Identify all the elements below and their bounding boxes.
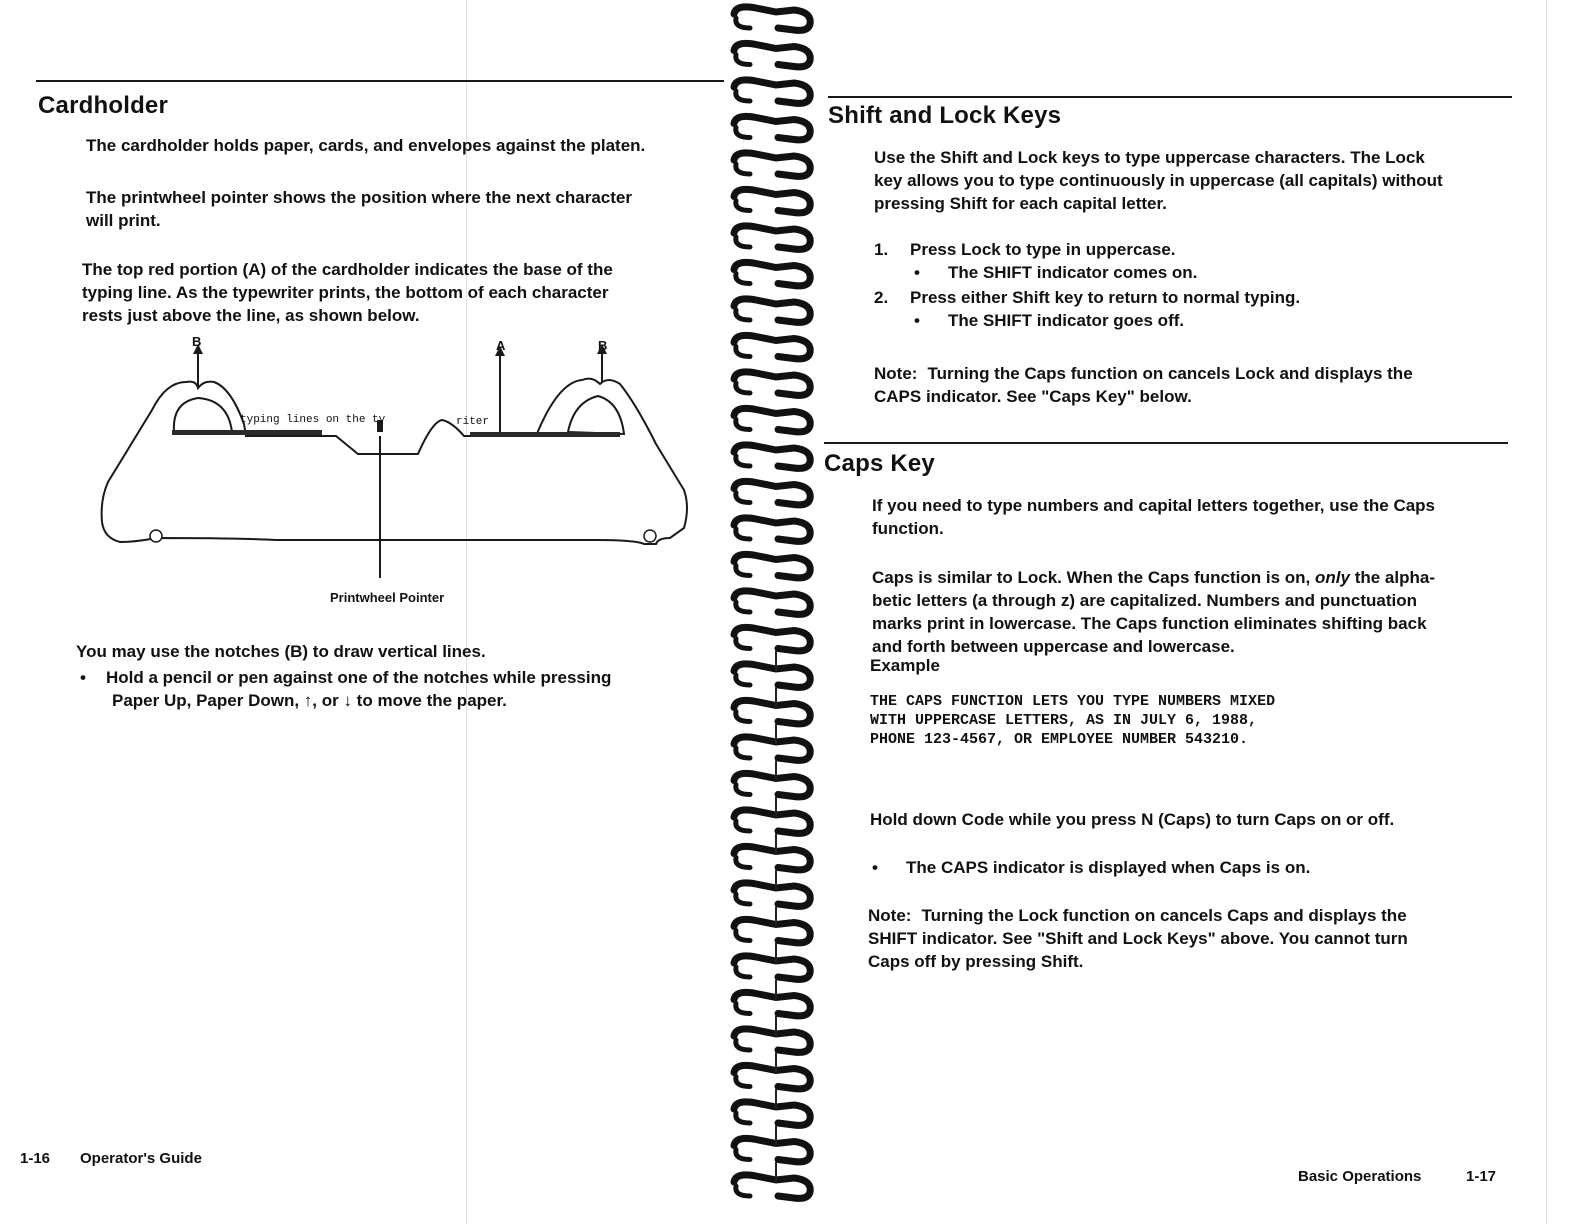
- caps-p1-line-1: If you need to type numbers and capital letters together, use the Caps: [872, 496, 1436, 515]
- right-footer-page-number: 1-17: [1466, 1168, 1497, 1185]
- binding-ring: [734, 226, 810, 250]
- binding-ring: [734, 797, 810, 833]
- bullet-dot: •: [872, 858, 878, 877]
- binding-ring: [734, 870, 810, 906]
- step-text: to type in uppercase.: [1000, 240, 1176, 259]
- bullet-rest: , ↑, or ↓ to move the paper.: [294, 691, 507, 710]
- p3-line-3: rests just above the line, as shown below.: [82, 306, 420, 325]
- caps-key-ref: N (Caps): [1141, 810, 1211, 829]
- bullet-dot: •: [914, 263, 920, 282]
- intro-text: and: [977, 148, 1018, 167]
- figure-label-b-left: B: [192, 334, 202, 349]
- binding-ring: [734, 591, 810, 615]
- caps-p2-text: Caps is similar to Lock. When the Caps function is on,: [872, 568, 1316, 587]
- shift-step-1: [874, 238, 1197, 284]
- binding-ring: [734, 153, 810, 177]
- binding-ring: [734, 116, 810, 140]
- bullet-line-1: Hold a pencil or pen against one of the notches while pressing: [106, 668, 612, 687]
- step-text: key to return to normal typing.: [1049, 288, 1301, 307]
- intro-text: for each capital letter.: [987, 194, 1167, 213]
- shift-heading-rule: [828, 96, 1512, 98]
- p3-line-1: The top red portion (A) of the cardholder indicates the base of the: [82, 260, 613, 279]
- left-footer-title: Operator's Guide: [80, 1150, 202, 1167]
- binding-ring: [734, 907, 810, 943]
- notches-bullet: [80, 666, 611, 712]
- shift-note: [874, 362, 1413, 408]
- step-number: 1.: [874, 240, 889, 259]
- shift-intro: [874, 146, 1443, 215]
- binding-ring: [734, 724, 810, 760]
- binding-ring: [734, 1089, 810, 1125]
- paper-down-key: Paper Down: [196, 691, 295, 710]
- lock-key-ref: Lock: [961, 240, 1001, 259]
- intro-text: pressing: [874, 194, 950, 213]
- cardholder-figure: [96, 332, 696, 612]
- p2-line-1: The printwheel pointer shows the position where the next character: [86, 188, 632, 207]
- binding-ring: [734, 688, 810, 724]
- note-label: Note:: [868, 906, 912, 925]
- caps-bullet-text: The CAPS indicator is displayed when Caps is on.: [906, 858, 1311, 877]
- shift-key-ref: Shift: [949, 194, 988, 213]
- intro-line-2: key allows you to type continuously in uppercase (all capitals) without: [874, 171, 1443, 190]
- binding-ring: [734, 1162, 810, 1198]
- caps-paragraph-2: [872, 566, 1435, 658]
- figure-typed-text-1: typing lines on the ty: [240, 414, 386, 426]
- note-line-3-end: .: [1078, 952, 1084, 971]
- binding-ring: [734, 189, 810, 213]
- only-emphasis: only: [1315, 568, 1350, 587]
- shift-key-ref: Shift: [1040, 952, 1079, 971]
- caps-p2-text: the alpha-: [1349, 568, 1435, 587]
- figure-label-a: A: [496, 338, 506, 353]
- binding-ring: [734, 481, 810, 505]
- cardholder-heading: Cardholder: [38, 92, 169, 119]
- right-footer-title: Basic Operations: [1298, 1168, 1422, 1185]
- step-text: Press either: [910, 288, 1013, 307]
- note-label: Note:: [874, 364, 918, 383]
- hold-text: while you press: [1004, 810, 1142, 829]
- binding-ring: [734, 335, 810, 359]
- step-sub: The SHIFT indicator goes off.: [948, 311, 1185, 330]
- p3-line-2: typing line. As the typewriter prints, the bottom of each character: [82, 283, 609, 302]
- binding-ring: [734, 80, 810, 104]
- lock-key-ref: Lock: [1385, 148, 1425, 167]
- intro-text: keys to type uppercase characters. The: [1057, 148, 1386, 167]
- caps-p2-line-3: marks print in lowercase. The Caps function eliminates shifting back: [872, 614, 1427, 633]
- scan-line-right: [1546, 0, 1547, 1224]
- p2-line-2: will print.: [86, 211, 161, 230]
- binding-ring: [734, 943, 810, 979]
- binding-ring: [734, 7, 810, 31]
- binding-ring: [734, 445, 810, 469]
- caps-p1-line-2: function.: [872, 519, 944, 538]
- note-line-1: Turning the Lock function on cancels Caps and displays the: [921, 906, 1407, 925]
- bullet-dot: •: [914, 311, 920, 330]
- step-text: Press: [910, 240, 962, 259]
- example-line-2: WITH UPPERCASE LETTERS, AS IN JULY 6, 1988,: [870, 712, 1258, 729]
- binding-ring: [734, 834, 810, 870]
- shift-step-2: [874, 286, 1300, 332]
- code-key-ref: Code: [961, 810, 1005, 829]
- binding-ring: [734, 372, 810, 396]
- notches-paragraph: You may use the notches (B) to draw vertical lines.: [76, 642, 486, 661]
- example-line-1: THE CAPS FUNCTION LETS YOU TYPE NUMBERS MIXED: [870, 693, 1276, 710]
- figure-label-b-right: B: [598, 338, 608, 353]
- caps-note: [868, 904, 1408, 973]
- figure-typed-text-2: riter: [456, 416, 490, 428]
- note-line-2: CAPS indicator. See "Caps Key" below.: [874, 387, 1192, 406]
- binding-ring: [734, 1016, 810, 1052]
- binding-ring: [734, 554, 810, 578]
- binding-ring: [734, 761, 810, 797]
- caps-hold-instruction: [870, 808, 1394, 831]
- cardholder-paragraph-1: The cardholder holds paper, cards, and envelopes against the platen.: [86, 136, 646, 155]
- lock-key-ref: Lock: [1017, 148, 1058, 167]
- note-line-2: SHIFT indicator. See "Shift and Lock Keys" above. You cannot turn: [868, 929, 1408, 948]
- step-number: 2.: [874, 288, 889, 307]
- binding-ring: [734, 1053, 810, 1089]
- note-line-1: Turning the Caps function on cancels Lock and displays the: [927, 364, 1413, 383]
- cardholder-diagram: [96, 332, 696, 612]
- caps-key-heading: Caps Key: [824, 450, 935, 477]
- left-heading-rule: [36, 80, 724, 82]
- binding-ring: [734, 262, 810, 286]
- caps-p2-line-2: betic letters (a through z) are capitalized. Numbers and punctuation: [872, 591, 1418, 610]
- printwheel-pointer-caption: Printwheel Pointer: [330, 590, 445, 605]
- shift-key-ref: Shift: [940, 148, 978, 167]
- binding-ring: [734, 980, 810, 1016]
- bullet-sep: ,: [186, 691, 197, 710]
- intro-text: Use the: [874, 148, 941, 167]
- caps-bullet: [872, 856, 1310, 879]
- cardholder-paragraph-2: [86, 186, 632, 232]
- binding-ring: [734, 627, 810, 651]
- binding-ring: [734, 651, 810, 687]
- binding-ring: [734, 43, 810, 67]
- cardholder-paragraph-3: [82, 258, 613, 327]
- step-sub: The SHIFT indicator comes on.: [948, 263, 1198, 282]
- binding-ring: [734, 299, 810, 323]
- caps-p2-line-4: and forth between uppercase and lowercase.: [872, 637, 1235, 656]
- shift-lock-heading: Shift and Lock Keys: [828, 102, 1062, 129]
- binding-ring: [734, 1126, 810, 1162]
- hold-text: to turn Caps on or off.: [1211, 810, 1395, 829]
- spiral-binding: [728, 0, 820, 1224]
- example-line-3: PHONE 123-4567, OR EMPLOYEE NUMBER 543210.: [870, 731, 1249, 748]
- shift-key-ref: Shift: [1012, 288, 1050, 307]
- example-label: Example: [870, 656, 940, 675]
- binding-ring: [734, 408, 810, 432]
- paper-up-key: Paper Up: [112, 691, 187, 710]
- hold-text: Hold down: [870, 810, 962, 829]
- caps-paragraph-1: [872, 494, 1435, 540]
- left-footer-page-number: 1-16: [20, 1150, 51, 1167]
- note-line-3: Caps off by pressing: [868, 952, 1041, 971]
- bullet-dot: •: [80, 668, 86, 687]
- binding-ring: [734, 518, 810, 542]
- caps-heading-rule: [824, 442, 1508, 444]
